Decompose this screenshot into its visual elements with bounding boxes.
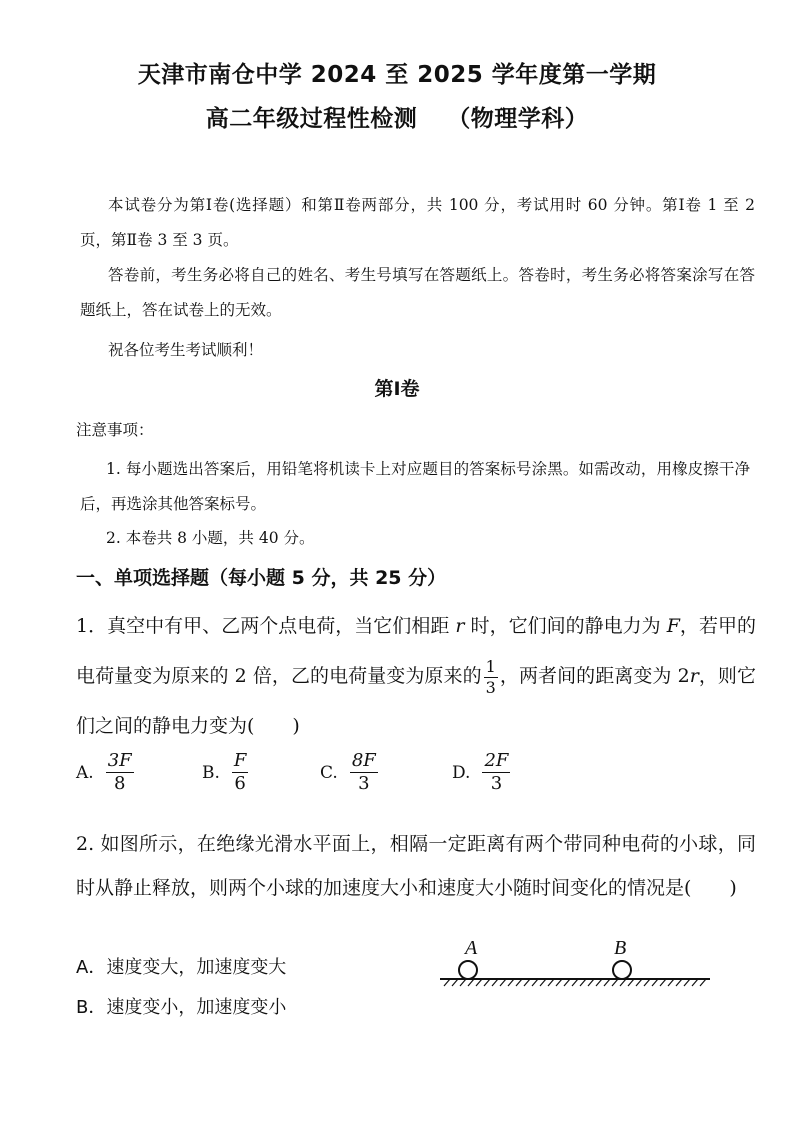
ball-a — [459, 961, 477, 979]
q1-var-r: r — [455, 615, 465, 637]
section-heading: 一、单项选择题（每小题 5 分，共 25 分） — [76, 567, 447, 589]
q1-options — [76, 752, 756, 812]
q1-text-c: ，若甲的电荷量变为原来的 2 倍，乙的电荷量变为原来的 — [76, 615, 756, 687]
option-fraction — [482, 752, 510, 793]
ground-hatching — [444, 979, 706, 986]
q1-option-d[interactable] — [452, 752, 512, 793]
ball-b-label: B — [614, 937, 627, 959]
option-num: F — [233, 750, 247, 771]
option-label: D. — [452, 762, 471, 783]
option-den: 3 — [490, 773, 503, 794]
option-label: B. — [202, 762, 220, 783]
q1-fraction-den: 3 — [485, 677, 496, 697]
ball-b — [613, 961, 631, 979]
grade-test-name: 高二年级过程性检测 — [205, 106, 418, 132]
option-num: 2F — [484, 750, 509, 771]
q1-fraction-num: 1 — [485, 656, 496, 676]
q1-option-c[interactable] — [320, 752, 380, 793]
q1-text-e: ，则它们之间的静电力变为( ) — [76, 665, 756, 737]
option-num: 3F — [107, 750, 132, 771]
notes-title: 注意事项： — [76, 421, 154, 439]
option-den: 3 — [358, 773, 370, 794]
subject-label: （物理学科） — [447, 106, 589, 132]
ball-a-label: A — [465, 937, 478, 959]
q1-option-b[interactable] — [202, 752, 250, 793]
q1-fraction — [484, 656, 498, 697]
note-item-2: 2. 本卷共 8 小题，共 40 分。 — [106, 529, 315, 547]
question-1 — [76, 601, 756, 751]
option-fraction — [106, 752, 134, 793]
note-item-1: 1. 每小题选出答案后，用铅笔将机读卡上对应题目的答案标号涂黑。如需改动，用橡皮擦干净后，再选涂其他答案标号。 — [80, 460, 750, 513]
q1-text-b: 时，它们间的静电力为 — [464, 615, 667, 637]
q1-text-d: ，两者间的距离变为 2 — [499, 665, 690, 687]
q1-text-a: 1．真空中有甲、乙两个点电荷，当它们相距 — [76, 615, 456, 637]
option-den: 8 — [113, 773, 126, 794]
option-label: C. — [320, 762, 338, 783]
exam-subtitle — [0, 100, 794, 133]
question-2: 2. 如图所示，在绝缘光滑水平面上，相隔一定距离有两个带同种电荷的小球，同时从静止释放，则两个小球的加速度大小和速度大小随时间变化的情况是( ) — [76, 833, 756, 899]
q2-choice-a[interactable]: A．速度变大，加速度变大 — [76, 957, 287, 978]
answer-rules-text: 答卷前，考生务必将自己的姓名、考生号填写在答题纸上。答卷时，考生务必将答案涂写在答题纸上，答在试卷上的无效。 — [80, 266, 755, 319]
exam-intro-text: 本试卷分为第Ⅰ卷(选择题）和第Ⅱ卷两部分，共 100 分，考试用时 60 分钟。第Ⅰ卷 1 至 2 页，第Ⅱ卷 3 至 3 页。 — [80, 196, 755, 249]
option-fraction — [232, 752, 249, 793]
good-luck-text: 祝各位考生考试顺利！ — [108, 341, 264, 359]
option-den: 6 — [234, 773, 246, 794]
q1-option-a[interactable] — [76, 752, 136, 793]
option-num: 8F — [351, 750, 376, 771]
two-balls-figure — [436, 930, 716, 1000]
q2-choice-b[interactable]: B．速度变小，加速度变小 — [76, 997, 287, 1018]
volume-heading: 第Ⅰ卷 — [374, 378, 420, 400]
q1-var-f: F — [666, 615, 680, 637]
q1-var-r2: r — [689, 665, 699, 687]
option-fraction — [350, 752, 378, 793]
option-label: A. — [76, 762, 94, 783]
exam-title: 天津市南仓中学 2024 至 2025 学年度第一学期 — [137, 62, 657, 88]
